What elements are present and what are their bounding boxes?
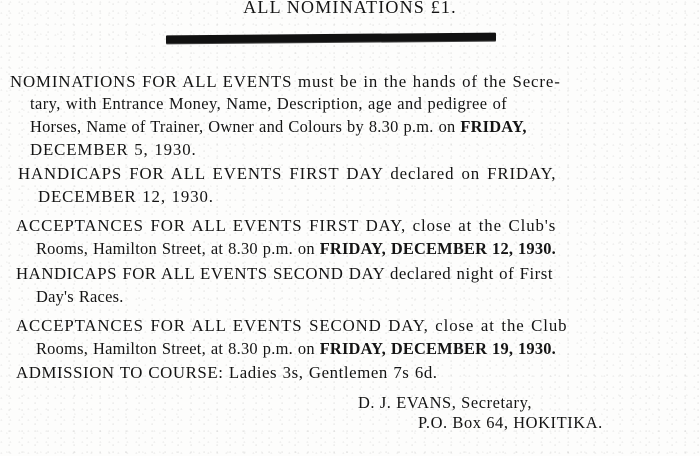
notice-acceptances-second-line-2-text: Rooms, Hamilton Street, at 8.30 p.m. on	[36, 339, 320, 358]
notice-admission: ADMISSION TO COURSE: Ladies 3s, Gentlemen 7s 6d.	[16, 363, 438, 382]
signature-address: P.O. Box 64, HOKITIKA.	[418, 413, 603, 432]
notice-nominations-line-2: tary, with Entrance Money, Name, Description, age and pedigree of	[30, 94, 508, 113]
notice-acceptances-first-line-2-text: Rooms, Hamilton Street, at 8.30 p.m. on	[36, 239, 320, 258]
page-title: ALL NOMINATIONS £1.	[243, 0, 457, 17]
notice-handicaps-second-line-2: Day's Races.	[36, 287, 124, 306]
notice-acceptances-first-date: FRIDAY, DECEMBER 12, 1930.	[319, 239, 556, 258]
notice-acceptances-first-line-2	[36, 239, 556, 259]
notice-nominations-day: FRIDAY,	[460, 117, 527, 136]
notice-handicaps-first-line-1: HANDICAPS FOR ALL EVENTS FIRST DAY declared on FRIDAY,	[18, 164, 557, 183]
notice-handicaps-first-line-2: DECEMBER 12, 1930.	[38, 187, 214, 206]
notice-acceptances-second-line-2	[36, 339, 556, 359]
notice-nominations-line-1: NOMINATIONS FOR ALL EVENTS must be in the hands of the Secre-	[10, 72, 561, 91]
notice-acceptances-first-line-1: ACCEPTANCES FOR ALL EVENTS FIRST DAY, close at the Club's	[16, 216, 557, 235]
notice-acceptances-second-line-1: ACCEPTANCES FOR ALL EVENTS SECOND DAY, close at the Club	[16, 316, 568, 335]
signature-name: D. J. EVANS, Secretary,	[358, 393, 533, 412]
notice-nominations-line-3-text: Horses, Name of Trainer, Owner and Colours by 8.30 p.m. on	[30, 117, 461, 136]
heading-rule	[166, 33, 496, 44]
notice-acceptances-second-date: FRIDAY, DECEMBER 19, 1930.	[319, 339, 556, 358]
notice-nominations-line-3	[30, 117, 527, 137]
notice-handicaps-second-line-1: HANDICAPS FOR ALL EVENTS SECOND DAY declared night of First	[16, 264, 554, 283]
notice-nominations-line-4: DECEMBER 5, 1930.	[30, 140, 197, 159]
